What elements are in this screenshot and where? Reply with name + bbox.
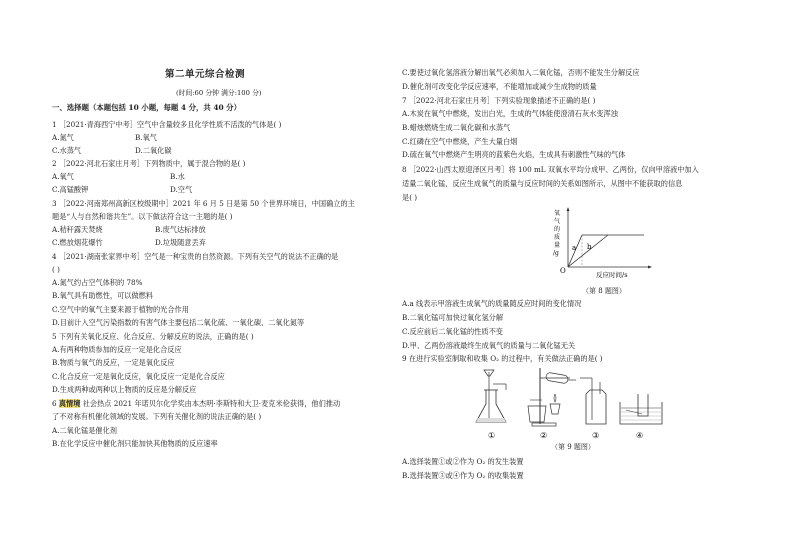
question-1-option-d: D.二氧化碳	[135, 146, 172, 155]
apparatus-4-water-trough-icon	[620, 394, 662, 424]
question-4-option-b: B.氧气具有助燃性，可以做燃料	[52, 291, 154, 300]
question-6-option-b: B.在化学反应中催化剂只能加快其他物质的反应速率	[52, 439, 218, 448]
section-heading: 一、选择题（本题包括 10 小题，每题 4 分，共 40 分）	[52, 103, 241, 112]
question-7-option-c: C.红磷在空气中燃烧，产生大量白烟	[402, 137, 518, 146]
question-7-stem: 7 ［2022·河北石家庄月考］下列实验现象描述不正确的是( )	[402, 96, 596, 105]
x-axis-arrow	[648, 266, 652, 269]
question-1-option-a: A.氮气	[52, 133, 74, 142]
line-b-label: b	[587, 243, 592, 251]
question-7-option-b: B.蜡烛燃烧生成二氧化碳和水蒸气	[402, 123, 511, 132]
apparatus-4-label: ④	[636, 431, 644, 440]
figure-8-graph	[540, 205, 670, 285]
question-2-option-a: A.氧气	[52, 172, 74, 181]
y-axis-label-5: 量	[554, 242, 561, 249]
page-title: 第二单元综合检测	[165, 69, 246, 80]
question-2-stem: 2 ［2022·河北石家庄月考］下列物质中，属于混合物的是( )	[52, 159, 246, 168]
figure-9-caption: （第 9 题图）	[551, 443, 595, 451]
question-3-option-c: C.燃放烟花爆竹	[52, 238, 103, 247]
question-6-option-d: D.催化剂可改变化学反应速率，不能增加或减少生成物的质量	[402, 82, 597, 91]
question-3-option-a: A.秸秆露天焚烧	[52, 225, 103, 234]
apparatus-2-test-tube-stand-icon	[528, 368, 576, 426]
figure-9-apparatus	[470, 364, 670, 442]
figure-8-caption: （第 8 题图）	[582, 287, 626, 295]
question-2-option-c: C.高锰酸钾	[52, 185, 89, 194]
question-8-stem-line3: 是( )	[402, 193, 418, 202]
question-7-option-d: D.硫在氧气中燃烧产生明亮的蓝紫色火焰，生成具有刺激性气味的气体	[402, 150, 626, 159]
apparatus-2-label: ②	[540, 431, 548, 440]
question-3-option-b: B.废气达标排放	[155, 225, 206, 234]
apparatus-3-label: ③	[592, 431, 600, 440]
context-tag-badge: 真情境	[58, 399, 81, 408]
question-4-stem-line2: ( )	[52, 265, 60, 274]
question-1-option-b: B.氧气	[135, 133, 157, 142]
y-axis-label-6: /g	[553, 250, 559, 257]
question-8-option-d: D.甲、乙两份溶液最终生成氧气的质量与二氧化锰无关	[402, 341, 576, 350]
question-8-stem-line2: 适量二氧化锰，反应生成氧气的质量与反应时间的关系如图所示，从图中不能获取的信息	[402, 179, 683, 188]
question-1-stem: 1 ［2021·青海西宁中考］空气中含量较多且化学性质不活泼的气体是( )	[52, 120, 282, 129]
question-8-option-a: A.a 线表示甲溶液生成氧气的质量随反应时间的变化情况	[402, 299, 582, 308]
question-6-stem-line1	[52, 397, 340, 410]
exam-meta: (时间:60 分钟 满分:100 分)	[176, 89, 262, 97]
question-6-option-c: C.要使过氧化氢溶液分解出氧气必须加入二氧化锰，否则不能发生分解反应	[402, 68, 640, 77]
line-a	[568, 235, 644, 267]
line-a-label: a	[572, 244, 577, 252]
question-6-stem-line2: 了不对称有机催化领域的发展。下列有关催化剂的说法正确的是( )	[52, 412, 262, 421]
apparatus-1-flask-icon	[476, 370, 506, 422]
question-4-option-c: C.空气中的氧气主要来源于植物的光合作用	[52, 305, 189, 314]
question-9-stem: 9 在进行实验室制取和收集 O₂ 的过程中，有关做法正确的是( )	[402, 354, 603, 363]
question-5-stem: 5 下列有关氧化反应、化合反应、分解反应的说法，正确的是( )	[52, 332, 254, 341]
apparatus-1-label: ①	[488, 431, 496, 440]
question-2-option-b: B.水	[170, 172, 185, 181]
y-axis-label-4: 质	[554, 234, 561, 241]
question-3-stem-line2: 题是“人与自然和谐共生”。以下做法符合这一主题的是( )	[52, 212, 233, 221]
apparatus-3-gas-bottle-icon	[580, 378, 606, 424]
y-axis-label-1: 氧	[554, 210, 561, 217]
question-9-option-a: A.选择装置①或②作为 O₂ 的发生装置	[402, 457, 524, 466]
question-5-option-d: D.生成两种或两种以上物质的反应是分解反应	[52, 385, 197, 394]
x-axis-label: 反应时间/s	[596, 271, 628, 279]
question-3-option-d: D.垃圾随意丢弃	[155, 238, 206, 247]
question-5-option-c: C.化合反应一定是氧化反应，氧化反应一定是化合反应	[52, 372, 225, 381]
question-5-option-a: A.有两种物质参加的反应一定是化合反应	[52, 345, 182, 354]
question-1-option-c: C.水蒸气	[52, 146, 82, 155]
y-axis-label-3: 的	[554, 226, 561, 233]
question-2-option-d: D.空气	[170, 185, 193, 194]
origin-label: O	[560, 267, 566, 275]
question-3-stem-line1: 3 ［2022·河南郑州高新区校级期中］2021 年 6 月 5 日是第 50 个世界环境日，中国确立的主	[52, 199, 355, 208]
question-6-number: 6	[52, 399, 59, 408]
question-4-option-a: A.氮气约占空气体积的 78%	[52, 278, 143, 287]
question-4-option-d: D.目前计入空气污染指数的有害气体主要包括二氧化硫、一氧化碳、二氧化氮等	[52, 318, 305, 327]
y-axis-label-2: 气	[554, 218, 561, 225]
question-8-stem-line1: 8 ［2022·山西太原迎泽区月考］将 100 mL 双氧水平均分成甲、乙两份，仅向甲溶液中加入	[402, 165, 699, 174]
question-4-stem-line1: 4 ［2021·湖南张家界中考］空气是一种宝贵的自然资源。下列有关空气的说法不正确的是	[52, 252, 339, 261]
y-axis-arrow	[567, 207, 570, 211]
question-5-option-b: B.物质与氧气的反应，一定是氧化反应	[52, 358, 175, 367]
question-6-option-a: A.二氧化锰是催化剂	[52, 426, 117, 435]
question-8-option-c: C.反应前后二氧化锰的性质不变	[402, 327, 503, 336]
question-9-option-b: B.选择装置③或④作为 O₂ 的收集装置	[402, 471, 524, 480]
question-7-option-a: A.木炭在氧气中燃烧，发出白光，生成的气体能使澄清石灰水变浑浊	[402, 109, 618, 118]
question-6-stem-text: 社会热点 2021 年诺贝尔化学奖由本杰明·李斯特和大卫·麦克米伦获得，他们推动	[80, 399, 341, 408]
question-8-option-b: B.二氧化锰可加快过氧化氢分解	[402, 313, 504, 322]
